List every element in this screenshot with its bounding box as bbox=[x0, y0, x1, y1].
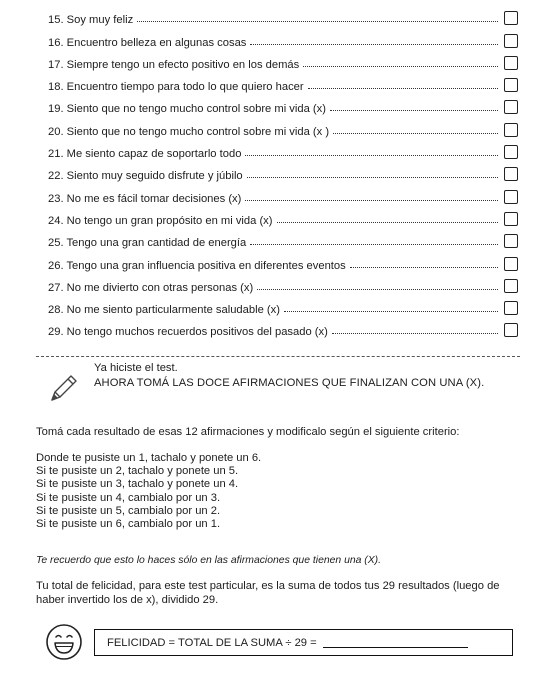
formula-answer-blank[interactable] bbox=[323, 638, 468, 648]
statement-text: 27. No me divierto con otras personas (x) bbox=[48, 281, 254, 294]
answer-checkbox[interactable] bbox=[504, 167, 518, 181]
statement-text: 24. No tengo un gran propósito en mi vida (x) bbox=[48, 214, 273, 227]
statement-row bbox=[48, 49, 518, 71]
dotted-leader bbox=[284, 311, 498, 312]
statement-row bbox=[48, 294, 518, 316]
statement-text: 15. Soy muy feliz bbox=[48, 14, 134, 27]
statement-row bbox=[48, 205, 518, 227]
dotted-leader bbox=[247, 177, 498, 178]
dotted-leader bbox=[330, 110, 498, 111]
dotted-leader bbox=[333, 133, 498, 134]
total-explanation: Tu total de felicidad, para este test particular, es la suma de todos tus 29 resultados (luego de haber invertido los de x), dividido 29. bbox=[36, 580, 500, 606]
dotted-leader bbox=[332, 333, 498, 334]
statement-text: 25. Tengo una gran cantidad de energía bbox=[48, 237, 247, 250]
answer-checkbox[interactable] bbox=[504, 301, 518, 315]
happiness-formula-box bbox=[94, 629, 513, 656]
answer-checkbox[interactable] bbox=[504, 78, 518, 92]
statement-text: 19. Siento que no tengo mucho control sobre mi vida (x) bbox=[48, 103, 326, 116]
statement-text: 21. Me siento capaz de soportarlo todo bbox=[48, 148, 242, 161]
statement-row bbox=[48, 93, 518, 115]
statement-row bbox=[48, 182, 518, 204]
dotted-leader bbox=[277, 222, 499, 223]
statement-text: 16. Encuentro belleza en algunas cosas bbox=[48, 36, 247, 49]
pencil-icon bbox=[46, 372, 80, 406]
statement-row bbox=[48, 138, 518, 160]
dotted-leader bbox=[303, 66, 498, 67]
instructions-intro: Tomá cada resultado de esas 12 afirmaciones y modificalo según el siguiente criterio: bbox=[36, 426, 460, 438]
smiley-face-icon bbox=[44, 622, 84, 662]
statement-text: 22. Siento muy seguido disfrute y júbilo bbox=[48, 170, 243, 183]
statement-row bbox=[48, 227, 518, 249]
dotted-leader bbox=[250, 44, 498, 45]
statement-row bbox=[48, 160, 518, 182]
scoring-rule: Si te pusiste un 5, cambialo por un 2. bbox=[36, 504, 221, 517]
statement-row bbox=[48, 4, 518, 26]
scoring-rule: Si te pusiste un 3, tachalo y ponete un 4. bbox=[36, 478, 239, 491]
note-heading: AHORA TOMÁ LAS DOCE AFIRMACIONES QUE FINALIZAN CON UNA (X). bbox=[94, 377, 485, 389]
statement-row bbox=[48, 316, 518, 338]
dotted-leader bbox=[245, 200, 498, 201]
answer-checkbox[interactable] bbox=[504, 257, 518, 271]
answer-checkbox[interactable] bbox=[504, 145, 518, 159]
answer-checkbox[interactable] bbox=[504, 323, 518, 337]
answer-checkbox[interactable] bbox=[504, 234, 518, 248]
dotted-leader bbox=[137, 21, 498, 22]
answer-checkbox[interactable] bbox=[504, 34, 518, 48]
statement-text: 29. No tengo muchos recuerdos positivos del pasado (x) bbox=[48, 326, 328, 339]
formula-text: FELICIDAD = TOTAL DE LA SUMA ÷ 29 = bbox=[107, 636, 317, 649]
answer-checkbox[interactable] bbox=[504, 123, 518, 137]
answer-checkbox[interactable] bbox=[504, 11, 518, 25]
scoring-rule: Si te pusiste un 2, tachalo y ponete un 5. bbox=[36, 465, 239, 478]
statement-text: 23. No me es fácil tomar decisiones (x) bbox=[48, 192, 242, 205]
instruction-note bbox=[46, 362, 516, 412]
statement-row bbox=[48, 115, 518, 137]
statement-text: 18. Encuentro tiempo para todo lo que quiero hacer bbox=[48, 81, 304, 94]
reminder-text: Te recuerdo que esto lo haces sólo en las afirmaciones que tienen una (X). bbox=[36, 555, 382, 566]
dotted-leader bbox=[257, 289, 498, 290]
statement-row bbox=[48, 71, 518, 93]
scoring-rule: Donde te pusiste un 1, tachalo y ponete un 6. bbox=[36, 452, 262, 464]
answer-checkbox[interactable] bbox=[504, 279, 518, 293]
statement-text: 28. No me siento particularmente saludable (x) bbox=[48, 304, 280, 317]
statement-text: 20. Siento que no tengo mucho control sobre mi vida (x ) bbox=[48, 125, 330, 138]
statement-row bbox=[48, 249, 518, 271]
statement-row bbox=[48, 272, 518, 294]
dotted-leader bbox=[350, 267, 498, 268]
note-line: Ya hiciste el test. bbox=[94, 362, 178, 374]
statement-row bbox=[48, 26, 518, 48]
scoring-rule: Si te pusiste un 4, cambialo por un 3. bbox=[36, 491, 221, 504]
dotted-leader bbox=[245, 155, 498, 156]
dotted-leader bbox=[308, 88, 498, 89]
answer-checkbox[interactable] bbox=[504, 100, 518, 114]
statement-text: 17. Siempre tengo un efecto positivo en los demás bbox=[48, 58, 300, 71]
answer-checkbox[interactable] bbox=[504, 190, 518, 204]
dotted-leader bbox=[250, 244, 498, 245]
dashed-divider bbox=[36, 356, 520, 357]
answer-checkbox[interactable] bbox=[504, 212, 518, 226]
statement-list bbox=[48, 4, 518, 338]
statement-text: 26. Tengo una gran influencia positiva en diferentes eventos bbox=[48, 259, 346, 272]
scoring-rules bbox=[36, 452, 520, 531]
scoring-rule: Si te pusiste un 6, cambialo por un 1. bbox=[36, 517, 221, 530]
answer-checkbox[interactable] bbox=[504, 56, 518, 70]
